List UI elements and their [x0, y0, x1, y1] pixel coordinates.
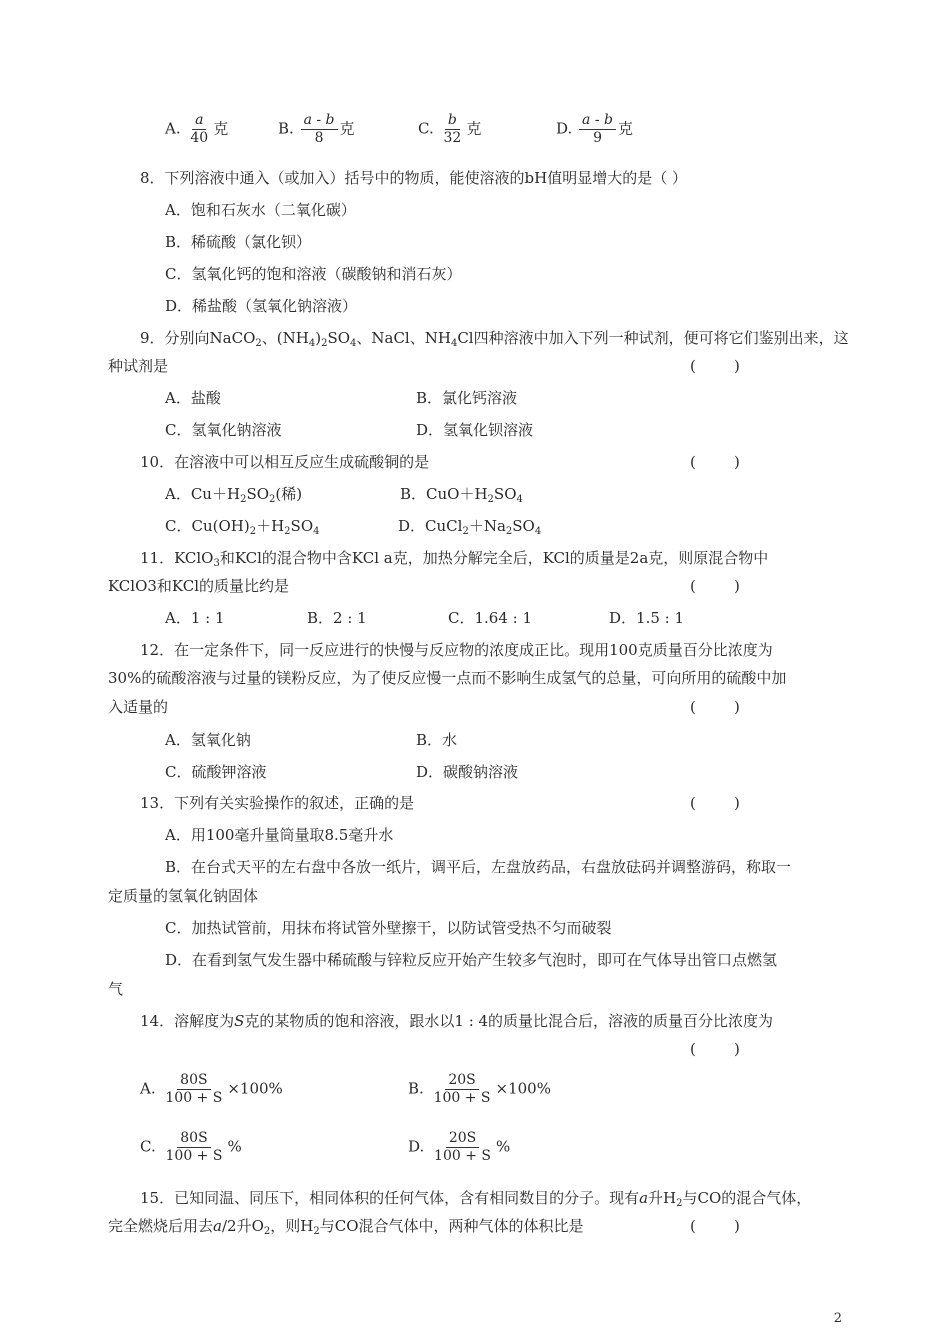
- option-letter: A.: [140, 1079, 156, 1098]
- suffix: %: [496, 1137, 511, 1156]
- q14-option-a: [140, 1072, 283, 1107]
- subscript: 2: [487, 494, 494, 505]
- option-letter: A.: [165, 119, 181, 138]
- option-letter: C.: [140, 1137, 156, 1156]
- numerator: 80S: [177, 1130, 210, 1148]
- q8-option-a: A．饱和石灰水（二氧化碳）: [165, 201, 356, 219]
- text: 、NaCl、NH: [356, 329, 451, 347]
- subscript: 2: [249, 526, 257, 537]
- subscript: 2: [505, 526, 513, 537]
- q13-option-c: C．加热试管前，用抹布将试管外壁擦干，以防试管受热不匀而破裂: [165, 919, 612, 937]
- q13-option-d-line1: D．在看到氢气发生器中稀硫酸与锌粒反应开始产生较多气泡时，即可在气体导出管口点燃氢: [165, 951, 778, 969]
- denominator: 100 + S: [434, 1148, 491, 1164]
- q8-stem: 8．下列溶液中通入（或加入）括号中的物质，能使溶液的bH值明显增大的是（ ）: [140, 169, 687, 187]
- text: B．CuO＋H: [400, 485, 488, 503]
- subscript: 2: [240, 494, 247, 505]
- q12-stem-line2: 30%的硫酸溶液与过量的镁粉反应，为了使反应慢一点而不影响生成氢气的总量，可向所用的硫酸中加: [108, 669, 787, 687]
- q14-option-b: [408, 1072, 551, 1107]
- numerator: b: [445, 112, 460, 130]
- option-letter: B.: [408, 1079, 424, 1098]
- denominator: 100 + S: [165, 1090, 223, 1106]
- q10-option-d: [398, 516, 541, 536]
- q13-option-a: A．用100毫升量筒量取8.5毫升水: [165, 826, 394, 844]
- subscript: 2: [284, 526, 291, 537]
- text: ＋Na: [468, 517, 506, 535]
- option-letter: C.: [418, 119, 434, 138]
- text: 和KCl的混合物中含KCl a克，加热分解完全后，KCl的质量是2a克，则原混合物中: [219, 549, 769, 567]
- unit: 克: [466, 119, 482, 138]
- text: 11．KClO: [140, 549, 214, 567]
- q13-option-b-line2: 定质量的氢氧化钠固体: [108, 887, 259, 905]
- unit: 克: [618, 119, 634, 138]
- numerator: a - b: [301, 112, 338, 130]
- text: SO: [246, 485, 270, 503]
- numerator: 20S: [445, 1072, 478, 1090]
- q11-option-d: D．1.5 : 1: [609, 609, 685, 627]
- text: SO: [327, 329, 351, 347]
- q12-option-d: D．碳酸钠溶液: [416, 763, 519, 781]
- numerator: 20S: [446, 1130, 479, 1148]
- variable: S: [234, 1012, 245, 1030]
- subscript: 2: [321, 338, 328, 349]
- text: 完全燃烧后用去: [108, 1217, 214, 1235]
- subscript: 2: [462, 526, 469, 537]
- text: /2升O: [221, 1217, 264, 1235]
- variable: a: [639, 1189, 649, 1207]
- subscript: 4: [350, 338, 357, 349]
- suffix: ×100%: [495, 1079, 551, 1098]
- q12-stem-line3: 入适量的: [108, 698, 169, 716]
- q7-option-b: [278, 112, 355, 147]
- subscript: 4: [313, 526, 320, 537]
- variable: a: [213, 1217, 222, 1235]
- option-letter: B.: [278, 119, 294, 138]
- denominator: 8: [314, 130, 324, 146]
- fraction: [187, 112, 211, 147]
- fraction: [163, 1130, 226, 1165]
- q9-option-c: C．氢氧化钠溶液: [165, 421, 282, 439]
- q9-stem-continued: 种试剂是: [108, 357, 169, 375]
- q10-option-a: [165, 484, 302, 504]
- suffix: ×100%: [227, 1079, 283, 1098]
- denominator: 9: [593, 130, 602, 146]
- denominator: 100 + S: [433, 1090, 491, 1106]
- subscript: 4: [516, 494, 523, 505]
- subscript: 2: [255, 338, 262, 349]
- q11-stem-continued: KClO3和KCl的质量比约是: [108, 577, 289, 595]
- subscript: 2: [263, 1226, 271, 1237]
- q8-option-b: B．稀硫酸（氯化钡）: [165, 233, 312, 251]
- text: ＋H: [256, 517, 285, 535]
- text: C．Cu(OH): [165, 517, 250, 535]
- q13-stem: 13．下列有关实验操作的叙述，正确的是: [140, 794, 415, 812]
- q11-option-b: B．2 : 1: [307, 609, 367, 627]
- q15-answer-paren: ( ): [690, 1217, 740, 1235]
- q13-answer-paren: ( ): [690, 794, 740, 812]
- numerator: 80S: [177, 1072, 210, 1090]
- option-letter: D.: [556, 119, 573, 138]
- q14-answer-paren: ( ): [690, 1040, 740, 1058]
- q9-option-d: D．氢氧化钡溶液: [416, 421, 534, 439]
- q12-option-c: C．硫酸钾溶液: [165, 763, 267, 781]
- q10-answer-paren: ( ): [690, 453, 740, 471]
- subscript: 4: [308, 338, 316, 349]
- q13-option-d-line2: 气: [108, 980, 124, 998]
- text: 克的某物质的饱和溶液，跟水以1 : 4的质量比混合后，溶液的质量百分比浓度为: [244, 1012, 774, 1030]
- unit: 克: [213, 119, 229, 138]
- suffix: %: [227, 1137, 242, 1156]
- text: 15．已知同温、同压下，相同体积的任何气体，含有相同数目的分子。现有: [140, 1189, 640, 1207]
- subscript: 2: [676, 1198, 683, 1209]
- q11-option-a: A．1 : 1: [165, 609, 225, 627]
- q8-option-d: D．稀盐酸（氢氧化钠溶液）: [165, 297, 358, 315]
- q12-answer-paren: ( ): [690, 698, 740, 716]
- text: 与CO的混合气体，: [682, 1189, 812, 1207]
- denominator: 100 + S: [165, 1148, 223, 1164]
- text: (稀): [275, 485, 303, 503]
- option-letter: D.: [408, 1137, 425, 1156]
- denominator: 40: [190, 130, 209, 146]
- q7-option-d: [556, 112, 633, 147]
- q13-option-b-line1: B．在台式天平的左右盘中各放一纸片，调平后，左盘放药品，右盘放砝码并调整游码，称取一: [165, 858, 792, 876]
- subscript: 2: [269, 494, 276, 505]
- text: ): [315, 329, 322, 347]
- fraction: [431, 1072, 494, 1107]
- q11-stem: [140, 548, 768, 568]
- q9-stem: [140, 328, 849, 348]
- text: 、(NH: [261, 329, 309, 347]
- text: 14．溶解度为: [140, 1012, 235, 1030]
- q12-stem-line1: 12．在一定条件下，同一反应进行的快慢与反应物的浓度成正比。现用100克质量百分比浓度为: [140, 641, 773, 659]
- text: SO: [290, 517, 314, 535]
- q11-option-c: C．1.64 : 1: [448, 609, 533, 627]
- q7-option-c: [418, 112, 481, 147]
- q7-option-a: [165, 112, 228, 147]
- q10-option-c: [165, 516, 320, 536]
- page-number: 2: [833, 1311, 842, 1326]
- subscript: 4: [534, 526, 542, 537]
- fraction: [431, 1130, 494, 1165]
- numerator: a - b: [579, 112, 616, 130]
- fraction: [301, 112, 338, 147]
- fraction: [579, 112, 616, 147]
- q9-option-b: B．氯化钙溶液: [416, 389, 518, 407]
- q10-option-b: [400, 484, 523, 504]
- q14-option-d: [408, 1130, 510, 1165]
- q15-stem-line1: [140, 1188, 811, 1208]
- text: 与CO混合气体中，两种气体的体积比是: [319, 1217, 584, 1235]
- text: SO: [493, 485, 517, 503]
- q11-answer-paren: ( ): [690, 577, 740, 595]
- subscript: 2: [313, 1226, 320, 1237]
- text: A．Cu＋H: [165, 485, 241, 503]
- fraction: [441, 112, 465, 147]
- denominator: 32: [443, 130, 462, 146]
- q14-stem: [140, 1011, 773, 1031]
- text: D．CuCl: [398, 517, 463, 535]
- numerator: a: [192, 112, 206, 130]
- text: SO: [512, 517, 535, 535]
- q10-stem: 10．在溶液中可以相互反应生成硫酸铜的是: [140, 453, 430, 471]
- text: Cl四种溶液中加入下列一种试剂，便可将它们鉴别出来，这: [457, 329, 849, 347]
- fraction: [162, 1072, 225, 1107]
- q9-answer-paren: ( ): [690, 357, 740, 375]
- text: 升H: [648, 1189, 677, 1207]
- text: ，则H: [270, 1217, 314, 1235]
- q12-option-b: B．水: [416, 731, 458, 749]
- q15-stem-line2: [108, 1216, 584, 1236]
- unit: 克: [339, 119, 355, 138]
- subscript: 4: [450, 338, 458, 349]
- q12-option-a: A．氢氧化钠: [165, 731, 251, 749]
- q9-option-a: A．盐酸: [165, 389, 221, 407]
- subscript: 3: [213, 558, 220, 569]
- text: 9．分别向NaCO: [140, 329, 256, 347]
- q8-option-c: C．氢氧化钙的饱和溶液（碳酸钠和消石灰）: [165, 265, 462, 283]
- q14-option-c: [140, 1130, 242, 1165]
